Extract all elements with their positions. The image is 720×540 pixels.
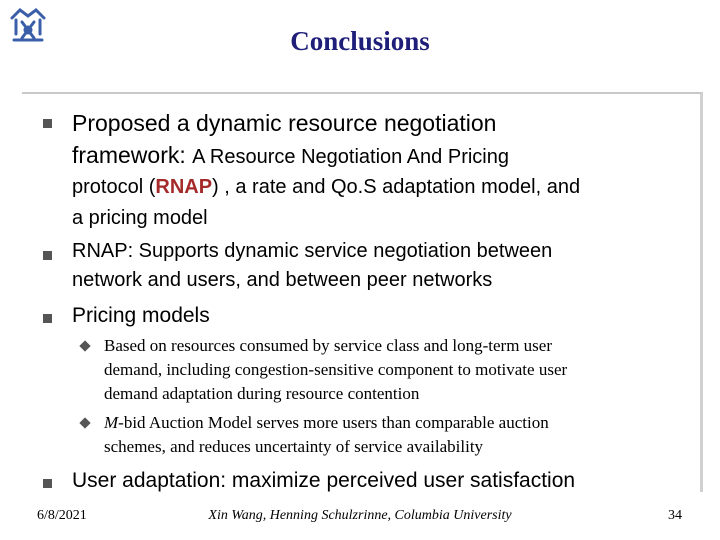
bullet-square-icon xyxy=(43,251,52,260)
bullet-square-icon xyxy=(43,119,52,128)
sub-bullet-1-line-2: demand, including congestion-sensitive component to motivate user xyxy=(104,360,568,379)
sub-bullet-1-line-1: Based on resources consumed by service class and long-term user xyxy=(104,336,553,355)
bullet-square-icon xyxy=(43,314,52,323)
footer-authors: Xin Wang, Henning Schulzrinne, Columbia University xyxy=(208,508,512,523)
footer-page-number: 34 xyxy=(668,508,682,523)
bullet-1-line-3: protocol (RNAP) , a rate and Qo.S adaptation model, and xyxy=(72,176,581,198)
rnap-highlight: RNAP xyxy=(155,176,213,198)
bullet-square-icon xyxy=(43,479,52,488)
sub-bullet-2-line-1: M-bid Auction Model serves more users than comparable auction xyxy=(104,413,549,432)
bullet-1-line-2: framework: A Resource Negotiation And Pricing xyxy=(72,142,509,168)
bullet-1-line-1: Proposed a dynamic resource negotiation xyxy=(72,110,497,136)
slide-title: Conclusions xyxy=(290,26,430,56)
bullet-2-line-2: network and users, and between peer networks xyxy=(72,269,493,291)
sub-bullet-2-line-2: schemes, and reduces uncertainty of service availability xyxy=(104,437,484,456)
bullet-3-line-1: Pricing models xyxy=(72,304,210,327)
footer-date: 6/8/2021 xyxy=(37,508,87,523)
bullet-2-line-1: RNAP: Supports dynamic service negotiation between xyxy=(72,240,553,262)
sub-bullet-1-line-3: demand adaptation during resource contention xyxy=(104,384,420,403)
bullet-1-line-4: a pricing model xyxy=(72,207,208,229)
bullet-4-line-1: User adaptation: maximize perceived user satisfaction xyxy=(72,469,576,492)
